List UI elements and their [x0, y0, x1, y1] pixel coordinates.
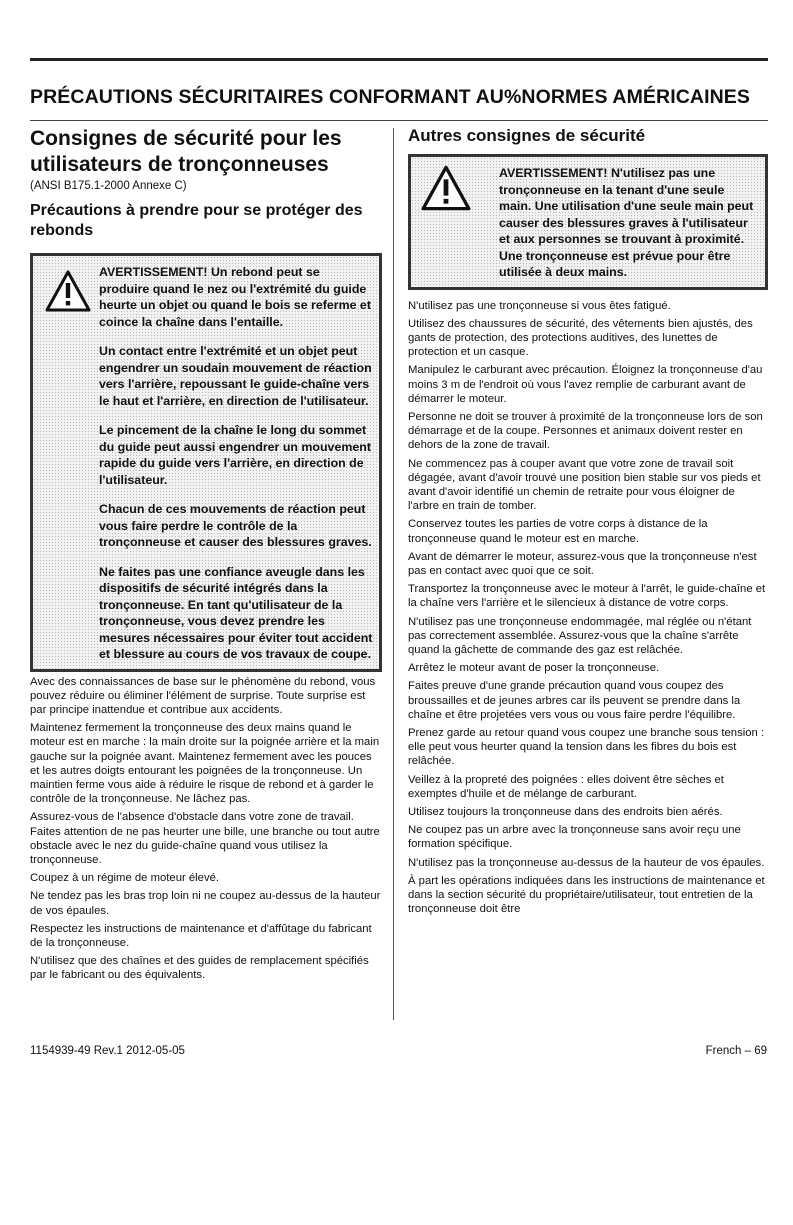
warning-paragraph: Chacun de ces mouvements de réaction peut vous faire perdre le contrôle de la tronçonneuse et causer des blessures graves.	[99, 502, 372, 549]
body-paragraph: Maintenez fermement la tronçonneuse des deux mains quand le moteur est en marche : la main droite sur la poignée arrière et la main gauche sur la poignée avant. Maintenez fermement avec les pouces et les autres doigts entourant les poignées de la tronçonneuse. Un maintien ferme vous aide à réduire le risque de rebond et à garder le contrôle de la tronçonneuse. Ne lâchez pas.	[30, 722, 380, 806]
column-divider	[393, 128, 394, 1020]
body-paragraph: Faites preuve d'une grande précaution quand vous coupez des broussailles et de jeunes arbres car ils peuvent se prendre dans la chaîne et être projetées vers vous ou vous faire perdre l'équilibre.	[408, 680, 741, 721]
left-column	[30, 126, 382, 987]
section-heading-left: Consignes de sécurité pour les utilisateurs de tronçonneuses	[30, 127, 342, 176]
standard-reference: (ANSI B175.1-2000 Annexe C)	[30, 180, 187, 192]
kickback-subheading: Précautions à prendre pour se protéger des rebonds	[30, 202, 363, 239]
body-paragraph: Veillez à la propreté des poignées : elles doivent être sèches et exemptes d'huile et de mélange de carburant.	[408, 773, 724, 800]
page-header-title: PRÉCAUTIONS SÉCURITAIRES CONFORMANT AU%NORMES AMÉRICAINES	[30, 86, 751, 108]
header-rule-top	[30, 58, 768, 61]
body-paragraph: Transportez la tronçonneuse avec le moteur à l'arrêt, le guide-chaîne et la chaîne vers l'arrière et le silencieux à distance de votre corps.	[408, 583, 766, 610]
body-paragraph: N'utilisez pas une tronçonneuse si vous êtes fatigué.	[408, 299, 671, 312]
body-paragraph: Assurez-vous de l'absence d'obstacle dans votre zone de travail. Faites attention de ne pas heurter une bille, une branche ou tout autre obstacle avec le nez du guide-chaîne quand vous utilisez la tronçonneuse.	[30, 811, 380, 866]
right-column	[408, 126, 768, 920]
body-paragraph: Personne ne doit se trouver à proximité de la tronçonneuse lors de son démarrage et de la coupe. Personnes et animaux doivent rester en dehors de la zone de travail.	[408, 410, 763, 452]
body-paragraph: Coupez à un régime de moteur élevé.	[30, 872, 220, 885]
one-hand-warning-box	[408, 154, 768, 290]
warning-triangle-icon	[421, 165, 471, 211]
warning-paragraph: Le pincement de la chaîne le long du sommet du guide peut aussi engendrer un mouvement rapide du guide vers l'arrière, en direction de l'utilisateur.	[99, 423, 371, 487]
body-paragraph: Ne coupez pas un arbre avec la tronçonneuse sans avoir reçu une formation spécifique.	[408, 824, 741, 851]
body-paragraph: N'utilisez que des chaînes et des guides de remplacement spécifiés par le fabricant ou des équivalents.	[30, 955, 369, 982]
body-paragraph: Utilisez des chaussures de sécurité, des vêtements bien ajustés, des gants de protection, des protections auditives, des lunettes de protection et un casque.	[408, 317, 753, 359]
footer-page-number: French – 69	[705, 1045, 767, 1057]
body-paragraph: Utilisez toujours la tronçonneuse dans des endroits bien aérés.	[408, 806, 723, 818]
warning-paragraph: Un contact entre l'extrémité et un objet peut engendrer un soudain mouvement de réaction vers l'arrière, repoussant le guide-chaîne vers le haut et l'arrière, en direction de l'utilisateur.	[99, 344, 372, 408]
body-paragraph: Avec des connaissances de base sur le phénomène du rebond, vous pouvez réduire ou éliminer l'élément de surprise. Toute surprise est par principe inattendue et contribue aux accidents.	[30, 675, 376, 716]
warning-paragraph: Ne faites pas une confiance aveugle dans les dispositifs de sécurité intégrés dans la tronçonneuse. En tant qu'utilisateur de la tronçonneuse, vous devez prendre les mesures nécessaires pour éviter tout accident et blessure au cours de vos travaux de coupe.	[99, 564, 373, 661]
body-paragraph: Respectez les instructions de maintenance et d'affûtage du fabricant de la tronçonneuse.	[30, 922, 372, 949]
warning-triangle-icon	[45, 270, 91, 312]
footer-doc-id: 1154939-49 Rev.1 2012-05-05	[30, 1045, 185, 1057]
body-paragraph: Prenez garde au retour quand vous coupez une branche sous tension : elle peut vous heurter quand la tension dans les fibres du bois est relâchée.	[408, 726, 765, 768]
body-paragraph: N'utilisez pas une tronçonneuse endommagée, mal réglée ou n'étant pas correctement assemblée. Assurez-vous que la chaîne s'arrête quand la gâchette de commande des gaz est relâchée.	[408, 615, 752, 656]
body-paragraph: N'utilisez pas la tronçonneuse au-dessus de la hauteur de vos épaules.	[408, 856, 765, 869]
body-paragraph: Conservez toutes les parties de votre corps à distance de la tronçonneuse quand le moteur est en marche.	[408, 518, 708, 545]
section-heading-right: Autres consignes de sécurité	[408, 126, 646, 145]
body-paragraph: Arrêtez le moteur avant de poser la tronçonneuse.	[408, 662, 660, 675]
header-rule-bottom	[30, 120, 768, 121]
warning-paragraph: AVERTISSEMENT! N'utilisez pas une tronçonneuse en la tenant d'une seule main. Une utilisation d'une seule main peut causer des blessures graves à l'utilisateur et aux personnes se trouvant à proximité. Une tronçonneuse est prévue pour être utilisée à deux mains.	[499, 166, 754, 279]
kickback-warning-box	[30, 253, 382, 672]
warning-paragraph: AVERTISSEMENT! Un rebond peut se produire quand le nez ou l'extrémité du guide heurte un objet ou quand le bois se referme et coince la chaîne dans l'entaille.	[99, 265, 371, 329]
body-paragraph: Manipulez le carburant avec précaution. Éloignez la tronçonneuse d'au moins 3 m de l'endroit où vous l'avez remplie de carburant avant de démarrer le moteur.	[408, 364, 763, 405]
body-paragraph: Ne commencez pas à couper avant que votre zone de travail soit dégagée, avant d'avoir trouvé une position bien stable sur vos pieds et avant d'avoir identifié un chemin de retraite pour vous éloigner de l'arbre en train de tomber.	[408, 457, 761, 513]
body-paragraph: À part les opérations indiquées dans les instructions de maintenance et dans la section sécurité du propriétaire/utilisateur, tout entretien de la tronçonneuse doit être	[408, 874, 765, 916]
body-paragraph: Avant de démarrer le moteur, assurez-vous que la tronçonneuse n'est pas en contact avec quoi que ce soit.	[408, 550, 757, 577]
body-paragraph: Ne tendez pas les bras trop loin ni ne coupez au-dessus de la hauteur de vos épaules.	[30, 890, 381, 917]
